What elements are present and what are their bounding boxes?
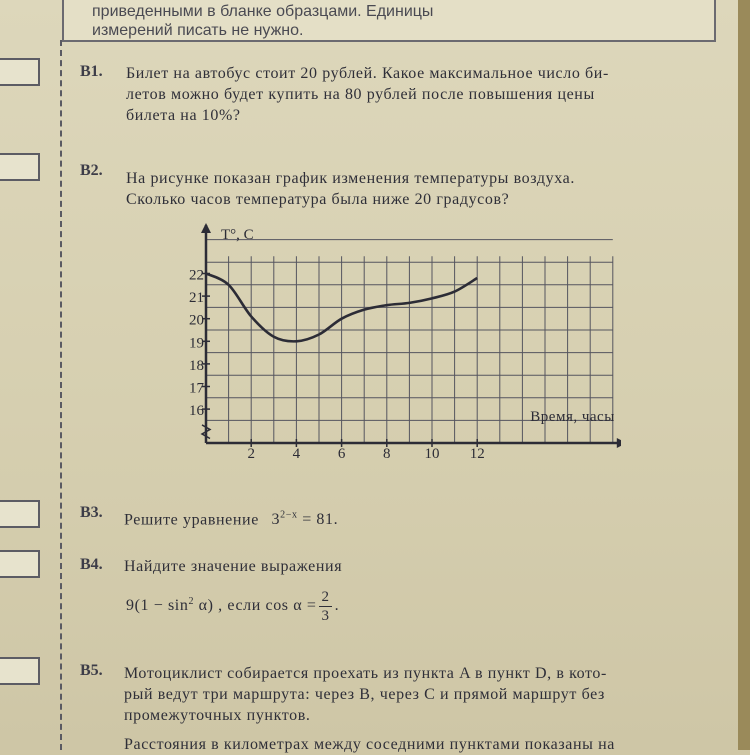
y-tick-label: 19 [189, 335, 204, 352]
margin-dashed-line [60, 40, 62, 750]
expression-b4-main: 9(1 − sin [126, 597, 189, 615]
equation-rhs: = 81. [302, 511, 339, 529]
y-axis-label: T°, C [221, 227, 254, 243]
task-text-b2 [126, 168, 726, 210]
task-text-b4: Найдите значение выражения [124, 558, 343, 575]
y-tick-label: 16 [189, 403, 204, 420]
x-axis-arrow [617, 438, 621, 448]
equation-base: 3 [271, 511, 281, 529]
task-number-b1: B1. [80, 63, 103, 80]
fraction-numerator: 2 [321, 589, 330, 605]
answer-box-b1[interactable] [0, 58, 40, 86]
y-tick-label: 18 [189, 357, 204, 374]
x-tick-label: 12 [469, 446, 485, 462]
instructions-line-2: измерений писать не нужно. [92, 22, 304, 39]
y-axis-arrow [201, 223, 211, 233]
x-tick-label: 6 [337, 446, 346, 462]
task-number-b3: B3. [80, 504, 103, 521]
fraction-denominator: 3 [321, 608, 330, 624]
fraction [319, 588, 331, 625]
task-b1-line: Билет на автобус стоит 20 рублей. Какое максимальное число би- [126, 65, 609, 82]
task-number-b2: B2. [80, 162, 103, 179]
task-b5-line: промежуточных пунктов. [124, 707, 311, 724]
y-tick-label: 17 [189, 380, 204, 397]
answer-box-b5[interactable] [0, 657, 40, 685]
x-tick-label: 2 [247, 446, 255, 462]
task-text-b5 [124, 663, 724, 755]
x-tick-label: 4 [292, 446, 301, 462]
instructions-text [92, 2, 712, 40]
y-tick-label: 22 [189, 267, 204, 284]
task-number-b5: B5. [80, 662, 103, 679]
task-b2-line: Сколько часов температура была ниже 20 градусов? [126, 191, 510, 208]
task-b5-line: Мотоциклист собирается проехать из пункта A в пункт D, в кото- [124, 665, 607, 682]
expression-b4-end: . [334, 597, 340, 615]
instructions-box [62, 0, 716, 42]
x-tick-label: 8 [383, 446, 391, 462]
x-tick-label: 10 [424, 446, 440, 462]
answer-box-b3[interactable] [0, 500, 40, 528]
equation-b3 [272, 511, 339, 528]
y-tick-label: 21 [189, 290, 204, 307]
task-number-b4: B4. [80, 556, 103, 573]
answer-box-b2[interactable] [0, 153, 40, 181]
task-b2-line: На рисунке показан график изменения температуры воздуха. [126, 170, 575, 187]
expression-b4 [126, 588, 526, 625]
task-b1-line: билета на 10%? [126, 107, 241, 124]
table-edge [738, 0, 750, 750]
x-axis-label: Время, часы [530, 409, 615, 425]
expression-b4-power: 2 [188, 595, 195, 607]
task-b5-line: Расстояния в километрах между соседними пунктами показаны на [124, 736, 615, 753]
y-tick-label: 20 [189, 312, 204, 329]
expression-b4-condition: α) , если cos α = [194, 597, 317, 615]
task-b5-line: рый ведут три маршрута: через B, через C и прямой маршрут без [124, 686, 605, 703]
answer-box-b4[interactable] [0, 550, 40, 578]
task-b3-prompt: Решите уравнение [124, 511, 259, 529]
instructions-line-1: приведенными в бланке образцами. Единицы [92, 3, 434, 20]
task-text-b1 [126, 63, 726, 126]
task-text-b3 [124, 505, 524, 530]
task-b1-line: летов можно будет купить на 80 рублей после повышения цены [126, 86, 595, 103]
equation-exponent: 2−x [280, 510, 298, 521]
axis-break-mark [202, 425, 210, 439]
temperature-chart [176, 223, 621, 463]
